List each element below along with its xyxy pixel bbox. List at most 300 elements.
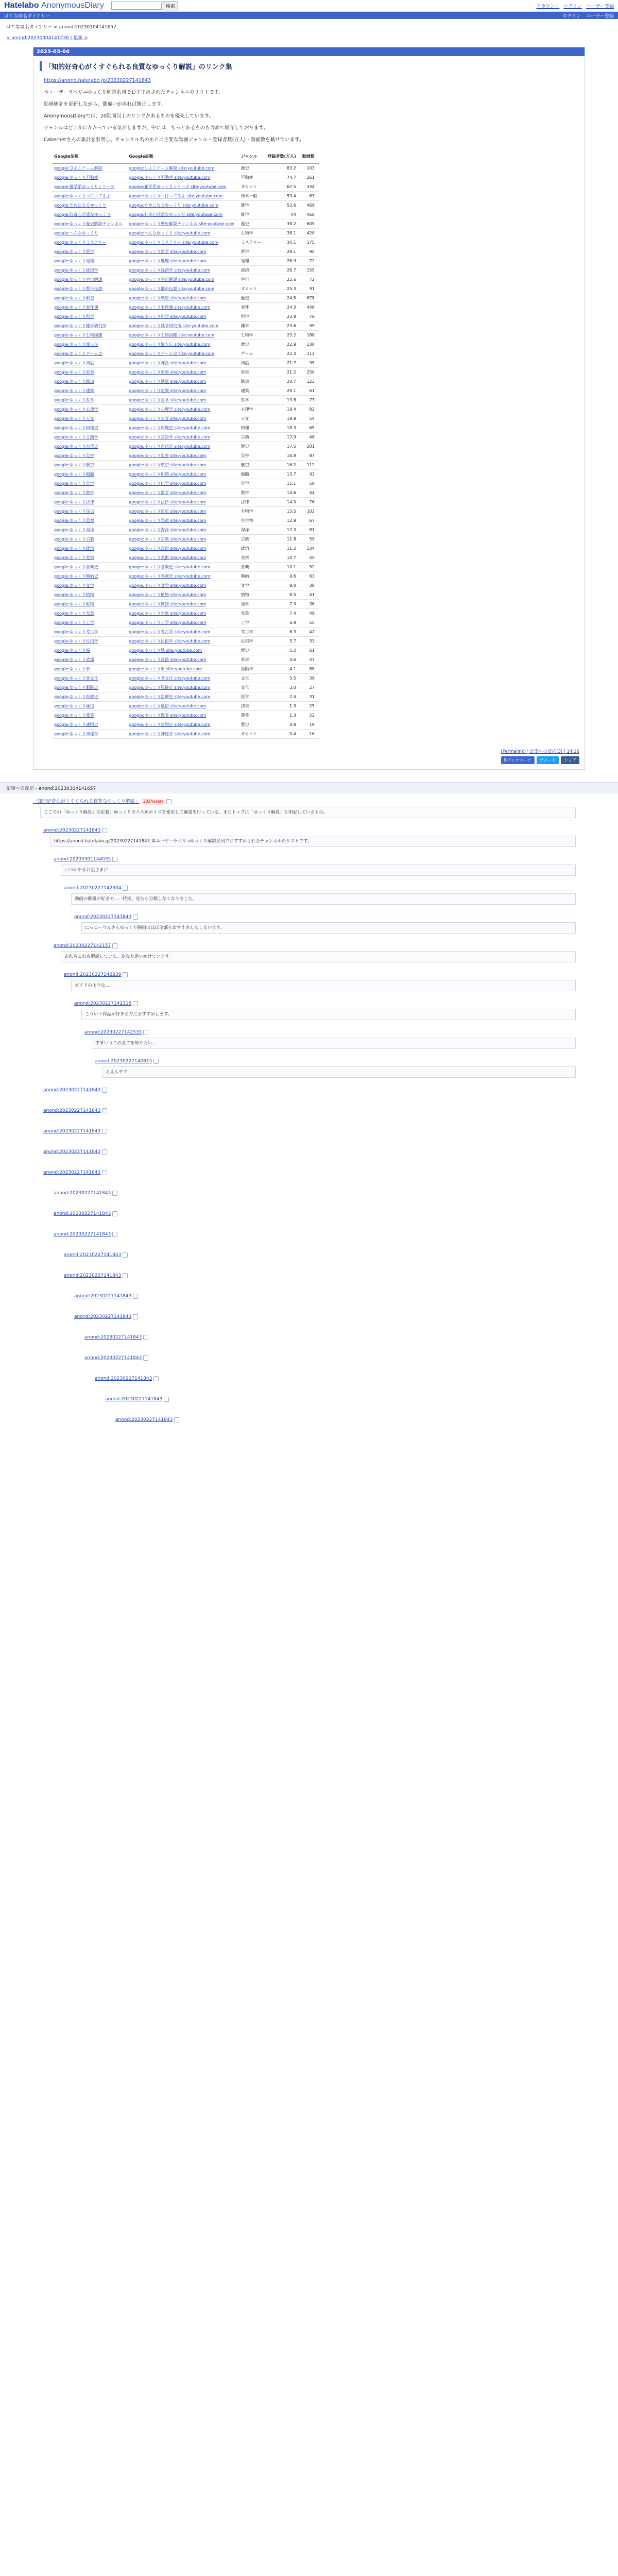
reply-link[interactable]: anond:20230227141843	[95, 1376, 152, 1381]
search-link-text[interactable]: google:ゆっくりミステリー site:youtube.com	[129, 240, 219, 245]
search-link[interactable]	[127, 173, 238, 182]
channel-link-text[interactable]: google:ゆっくり法律	[54, 500, 94, 504]
subbar-login-link[interactable]: ログイン	[562, 13, 581, 19]
channel-link-text[interactable]: google:ゆっくり哲学	[54, 398, 94, 402]
search-link-text[interactable]: google:ためになるゆっくり site:youtube.com	[129, 203, 219, 208]
search-link[interactable]	[127, 498, 238, 507]
channel-link[interactable]	[52, 312, 127, 321]
channel-link-text[interactable]: google:ゆっくり植物	[54, 592, 94, 597]
search-link-text[interactable]: google:ゆっくり航空 site:youtube.com	[129, 463, 207, 467]
reply-link[interactable]: anond:20230227142535	[84, 1030, 142, 1035]
search-link-text[interactable]: google:ゆっくり植物 site:youtube.com	[129, 592, 207, 597]
channel-link[interactable]	[52, 544, 127, 553]
channel-link-text[interactable]: google:ゆっくり気象	[54, 611, 94, 616]
channel-link[interactable]	[52, 581, 127, 590]
channel-link[interactable]	[52, 219, 127, 229]
search-link-text[interactable]: google:ゆっくり偉人伝 site:youtube.com	[129, 342, 211, 347]
reply-link[interactable]: anond:20230227141843	[43, 1108, 101, 1113]
channel-link[interactable]	[52, 692, 127, 702]
search-link[interactable]	[127, 646, 238, 655]
channel-link[interactable]	[52, 238, 127, 247]
channel-link[interactable]	[52, 451, 127, 461]
search-link-text[interactable]: google:ゆっくり昆虫 site:youtube.com	[129, 509, 207, 514]
search-link-text[interactable]: google:ゆっくり文学 site:youtube.com	[129, 583, 207, 588]
channel-link[interactable]	[52, 628, 127, 637]
search-link[interactable]	[127, 590, 238, 600]
channel-link-text[interactable]: google:ゆっくり映画史	[54, 574, 98, 579]
search-link[interactable]	[127, 340, 238, 349]
search-link-text[interactable]: google:ゆっくり通信 site:youtube.com	[129, 704, 207, 708]
reply-link[interactable]: anond:20230227141843	[84, 1355, 142, 1361]
channel-link[interactable]	[52, 349, 127, 359]
prev-next-links[interactable]: < anond:20230304141236 | 最新 >	[6, 36, 88, 41]
channel-link-text[interactable]: google:ゆっくり建国史	[54, 722, 98, 727]
channel-link-text[interactable]: google:ゆっくり医学	[54, 249, 94, 254]
search-link[interactable]	[127, 683, 238, 692]
search-link[interactable]	[127, 405, 238, 414]
channel-link[interactable]	[52, 572, 127, 581]
channel-link[interactable]	[52, 331, 127, 340]
channel-link[interactable]	[52, 674, 127, 683]
site-logo[interactable]: Hatelabo AnonymousDiary	[4, 1, 104, 10]
channel-link-text[interactable]: google:ゆっくり事件簿	[54, 305, 98, 310]
videos-cell: 52	[300, 563, 319, 572]
channel-link[interactable]	[52, 461, 127, 470]
search-link[interactable]	[127, 507, 238, 516]
channel-link[interactable]	[52, 526, 127, 535]
search-link-text[interactable]: google:ゆっくり鉄道 site:youtube.com	[129, 379, 207, 384]
channel-link[interactable]	[52, 192, 127, 201]
search-link-text[interactable]: google:好奇心旺盛なゆっくり site:youtube.com	[129, 212, 223, 217]
channel-link-text[interactable]: google:へんなゆっくり	[54, 231, 98, 235]
channel-link[interactable]	[52, 711, 127, 720]
search-link-text[interactable]: google:ゆっくり神秘学 site:youtube.com	[129, 732, 211, 736]
search-link[interactable]	[127, 303, 238, 312]
search-link[interactable]	[127, 526, 238, 535]
search-link-text[interactable]: google:ゆっくり軍事 site:youtube.com	[129, 370, 207, 375]
reply-link[interactable]: anond:20230227142157	[54, 943, 111, 948]
search-link[interactable]	[127, 628, 238, 637]
channel-link-text[interactable]: google:ゆっくり古代史	[54, 444, 98, 449]
reply-node	[64, 972, 128, 978]
channel-link[interactable]	[52, 303, 127, 312]
search-link-text[interactable]: google:ゆっくり工学 site:youtube.com	[129, 620, 207, 625]
search-link[interactable]	[127, 702, 238, 711]
channel-link-text[interactable]: google:ゆっくり船舶	[54, 472, 94, 477]
channel-link-text[interactable]: google:ひよこゲーム解説	[54, 166, 102, 171]
search-link[interactable]	[127, 674, 238, 683]
search-link[interactable]	[127, 609, 238, 618]
channel-link[interactable]	[52, 720, 127, 730]
reply-link[interactable]: anond:20230227141843	[43, 1129, 101, 1134]
channel-link-text[interactable]: google:ゆっくり偉人伝	[54, 342, 98, 347]
reply-icon	[102, 1108, 107, 1113]
channel-link[interactable]	[52, 730, 127, 739]
channel-link[interactable]	[52, 247, 127, 257]
channel-link[interactable]	[52, 590, 127, 600]
entry-source-link[interactable]: https://anond.hatelabo.jp/20230227141843	[44, 78, 151, 83]
channel-link[interactable]	[52, 173, 127, 182]
search-link[interactable]	[127, 164, 238, 173]
search-link[interactable]	[127, 266, 238, 275]
channel-link[interactable]	[52, 275, 127, 284]
channel-link[interactable]	[52, 637, 127, 646]
search-link-text[interactable]: google:ゆっくり神話 site:youtube.com	[129, 361, 207, 365]
search-link-text[interactable]: google:ゆっくり哲学 site:youtube.com	[129, 398, 207, 402]
channel-link-text[interactable]: google:ゆっくり建築	[54, 388, 94, 393]
search-link-text[interactable]: google:ゆっくり料理史 site:youtube.com	[129, 426, 211, 430]
channel-link-text[interactable]: google:ゆっくり不動産	[54, 175, 98, 180]
channel-link-text[interactable]: google:ゆっくり経済学	[54, 268, 98, 273]
channel-link[interactable]	[52, 340, 127, 349]
channel-link[interactable]	[52, 377, 127, 386]
reply-link[interactable]: anond:20230227142318	[74, 1001, 132, 1006]
channel-link-text[interactable]: google:ゆっくり宗教	[54, 537, 94, 541]
channel-link-text[interactable]: google:ゆっくり美術	[54, 555, 94, 560]
search-input[interactable]	[111, 2, 162, 10]
search-link[interactable]	[127, 655, 238, 665]
channel-link[interactable]	[52, 359, 127, 368]
channel-link-text[interactable]: google:ゆっくり軍事	[54, 370, 94, 375]
search-link[interactable]	[127, 516, 238, 526]
search-link-text[interactable]: google:ゆっくり戦史 site:youtube.com	[129, 296, 207, 300]
channel-link[interactable]	[52, 609, 127, 618]
channel-link-text[interactable]: google:ゆっくり天文	[54, 416, 94, 421]
channel-link[interactable]	[52, 618, 127, 628]
search-link[interactable]	[127, 581, 238, 590]
register-link[interactable]: ユーザー登録	[586, 4, 614, 9]
reply-link[interactable]: anond:20230227142239	[64, 972, 122, 977]
search-link[interactable]	[127, 201, 238, 210]
search-link[interactable]	[127, 238, 238, 247]
anond-home-link[interactable]: はてな匿名ダイアリー	[4, 13, 50, 19]
search-link-text[interactable]: google:ゆっくり農業 site:youtube.com	[129, 713, 207, 718]
search-link-text[interactable]: google:ゆっくり古代史 site:youtube.com	[129, 444, 211, 449]
search-link[interactable]	[127, 423, 238, 433]
channel-link-text[interactable]: google:ゆっくり政治	[54, 546, 94, 551]
search-link[interactable]	[127, 600, 238, 609]
channel-link-text[interactable]: google:ゆっくりゲーム史	[54, 351, 102, 356]
reply-link[interactable]: anond:20230301144035	[54, 857, 111, 862]
channel-link-text[interactable]: google:ゆっくりへ行ってるよ	[54, 194, 111, 198]
search-link-text[interactable]: google:ゆっくり映画史 site:youtube.com	[129, 574, 211, 579]
search-link[interactable]	[127, 210, 238, 219]
reply-link[interactable]: anond:20230227141843	[43, 828, 101, 833]
search-link-text[interactable]: google:ゆっくり民俗学 site:youtube.com	[129, 639, 211, 643]
search-link[interactable]	[127, 359, 238, 368]
search-link-text[interactable]: google:へんなゆっくり site:youtube.com	[129, 231, 211, 235]
channel-link[interactable]	[52, 164, 127, 173]
search-link[interactable]	[127, 331, 238, 340]
subscribers-cell: 12.3	[266, 526, 300, 535]
search-link[interactable]	[127, 461, 238, 470]
channel-link-text[interactable]: google:好奇心旺盛なゆっくり	[54, 212, 111, 217]
reply-link[interactable]: anond:20230227141843	[74, 1294, 132, 1299]
search-link[interactable]	[127, 451, 238, 461]
channel-link-text[interactable]: google:ゆっくり都市伝説	[54, 286, 102, 291]
channel-link-text[interactable]: google:ゆっくり料理史	[54, 426, 98, 430]
channel-link-text[interactable]: google:ゆっくり神秘学	[54, 732, 98, 736]
channel-link[interactable]	[52, 563, 127, 572]
search-link-text[interactable]: google:ゆっくり服飾史 site:youtube.com	[129, 685, 211, 690]
search-link-text[interactable]: google:ゆっくり船舶 site:youtube.com	[129, 472, 207, 477]
search-link-text[interactable]: google:ゆっくり考古学 site:youtube.com	[129, 630, 211, 634]
channel-link[interactable]	[52, 507, 127, 516]
search-button[interactable]: 検索	[163, 2, 178, 10]
search-link[interactable]	[127, 692, 238, 702]
search-link[interactable]	[127, 470, 238, 479]
channel-link-text[interactable]: google:ゆっくり科学	[54, 314, 94, 319]
channel-link-text[interactable]: google:ゆっくり航空	[54, 463, 94, 467]
search-link[interactable]	[127, 247, 238, 257]
users-badge[interactable]: 2024users	[142, 799, 165, 805]
bookmark-button[interactable]: Bブックマーク	[501, 756, 535, 764]
reply-link[interactable]: anond:20230227142615	[95, 1059, 152, 1064]
reply-link[interactable]: anond:20230227141843	[74, 914, 132, 920]
channel-link[interactable]	[52, 470, 127, 479]
channel-link[interactable]	[52, 284, 127, 294]
channel-link[interactable]	[52, 414, 127, 423]
search-link-text[interactable]: google:ゆっくりゲーム史 site:youtube.com	[129, 351, 215, 356]
channel-link[interactable]	[52, 423, 127, 433]
search-link-text[interactable]: google:ゆっくり恐竜 site:youtube.com	[129, 518, 207, 523]
channel-link-text[interactable]: google:ゆっくり言語学	[54, 435, 98, 439]
search-link[interactable]	[127, 257, 238, 266]
channel-link-text[interactable]: google:ゆっくり数学	[54, 490, 94, 495]
search-link-text[interactable]: google:ゆっくり雑学研究所 site:youtube.com	[129, 324, 219, 328]
search-link-text[interactable]: google:ゆっくり医学 site:youtube.com	[129, 249, 207, 254]
channel-link[interactable]	[52, 182, 127, 192]
channel-link[interactable]	[52, 702, 127, 711]
reply-icon	[112, 1232, 117, 1237]
search-link-text[interactable]: google:ゆっくり鉱物 site:youtube.com	[129, 602, 207, 606]
search-link-text[interactable]: google:ゆっくり地理 site:youtube.com	[129, 259, 207, 263]
search-link[interactable]	[127, 730, 238, 739]
search-link-text[interactable]: google:ゆっくり心理学 site:youtube.com	[129, 407, 211, 412]
search-link-text[interactable]: google:ゆっくり宗教 site:youtube.com	[129, 537, 207, 541]
channel-link-text[interactable]: google:ゆっくり鉄道	[54, 379, 94, 384]
tweet-button[interactable]: ツイート	[537, 756, 559, 764]
search-link[interactable]	[127, 572, 238, 581]
search-link-text[interactable]: google:ゆっくりへ行ってるよ site:youtube.com	[129, 194, 223, 198]
search-link[interactable]	[127, 553, 238, 563]
search-link-text[interactable]: google:ゆっくり事件簿 site:youtube.com	[129, 305, 211, 310]
reply-link[interactable]: anond:20230227141843	[43, 1088, 101, 1093]
reply-link[interactable]: anond:20230227141843	[54, 1232, 111, 1237]
reply-link[interactable]: anond:20230227141843	[115, 1417, 173, 1422]
channel-link-text[interactable]: google:ゆっくり神話	[54, 361, 94, 365]
channel-link[interactable]	[52, 488, 127, 498]
channel-link-text[interactable]: google:ゆっくりミステリー	[54, 240, 107, 245]
channel-link[interactable]	[52, 405, 127, 414]
search-link-text[interactable]: google:ゆっくり城 site:youtube.com	[129, 648, 202, 653]
channel-link[interactable]	[52, 257, 127, 266]
search-link[interactable]	[127, 294, 238, 303]
search-link-text[interactable]: google:ゆっくり音楽史 site:youtube.com	[129, 565, 211, 569]
channel-link-text[interactable]: google:ゆっくり鉱物	[54, 602, 94, 606]
channel-link[interactable]	[52, 516, 127, 526]
search-link[interactable]	[127, 479, 238, 488]
search-link-text[interactable]: google:ひよこゲーム解説 site:youtube.com	[129, 166, 215, 171]
search-link-text[interactable]: google:雑学系ゆっくりシリーズ site:youtube.com	[129, 184, 227, 189]
search-link[interactable]	[127, 229, 238, 238]
table-row	[52, 331, 319, 340]
search-link[interactable]	[127, 349, 238, 359]
search-link-text[interactable]: google:ゆっくり武器 site:youtube.com	[129, 657, 207, 662]
search-link[interactable]	[127, 219, 238, 229]
channel-link[interactable]	[52, 683, 127, 692]
search-link-text[interactable]: google:ゆっくり災害 site:youtube.com	[129, 453, 207, 458]
channel-link-text[interactable]: google:ゆっくり心理学	[54, 407, 98, 412]
channel-link-text[interactable]: google:ゆっくり戦史	[54, 296, 94, 300]
search-link-text[interactable]: google:ゆっくり建築 site:youtube.com	[129, 388, 207, 393]
channel-link[interactable]	[52, 442, 127, 451]
search-link[interactable]	[127, 414, 238, 423]
search-link[interactable]	[127, 720, 238, 730]
login-link[interactable]: ログイン	[563, 4, 582, 9]
search-link-text[interactable]: google:ゆっくり天文 site:youtube.com	[129, 416, 207, 421]
search-link[interactable]	[127, 321, 238, 331]
search-link[interactable]	[127, 665, 238, 674]
channel-link-text[interactable]: google:ゆっくり服飾史	[54, 685, 98, 690]
channel-link-text[interactable]: google:ゆっくり医療史	[54, 694, 98, 699]
search-link-text[interactable]: google:ゆっくり不動産 site:youtube.com	[129, 175, 211, 180]
channel-link-text[interactable]: google:雑学系ゆっくりシリーズ	[54, 184, 115, 189]
channel-link-text[interactable]: google:ゆっくり災害	[54, 453, 94, 458]
search-link-text[interactable]: google:ゆっくり車 site:youtube.com	[129, 667, 202, 671]
reply-link[interactable]: anond:20230227141843	[43, 1149, 101, 1155]
channel-link-text[interactable]: google:ゆっくり地理	[54, 259, 94, 263]
entry-title[interactable]: 「知的好奇心がくすぐられる良質なゆっくり解説」のリンク集	[40, 61, 579, 71]
channel-link-text[interactable]: google:ゆっくり音楽史	[54, 565, 98, 569]
channel-link-text[interactable]: google:ゆっくり工学	[54, 620, 94, 625]
channel-link[interactable]	[52, 210, 127, 219]
search-link-text[interactable]: google:ゆっくり生物図鑑 site:youtube.com	[129, 333, 215, 337]
account-link[interactable]: アカウント	[536, 4, 560, 9]
reply-link[interactable]: anond:20230227142304	[64, 886, 122, 891]
search-link[interactable]	[127, 563, 238, 572]
search-link-text[interactable]: google:ゆっくり建国史 site:youtube.com	[129, 722, 211, 727]
reply-link[interactable]: anond:20230227141843	[84, 1335, 142, 1340]
channel-link[interactable]	[52, 665, 127, 674]
channel-link[interactable]	[52, 600, 127, 609]
reply-icon	[102, 828, 107, 833]
search-link-text[interactable]: google:ゆっくり宇宙解説 site:youtube.com	[129, 277, 215, 282]
channel-link-text[interactable]: google:ゆっくり農業	[54, 713, 94, 718]
channel-link[interactable]	[52, 433, 127, 442]
reply-link[interactable]: 「知的好奇心がくすぐられる良質なゆっくり解説」	[33, 799, 140, 804]
channel-link-text[interactable]: google:ためになるゆっくり	[54, 203, 107, 208]
search-link[interactable]	[127, 368, 238, 377]
search-link-text[interactable]: google:ゆっくり海洋 site:youtube.com	[129, 528, 207, 532]
search-link[interactable]	[127, 637, 238, 646]
search-link[interactable]	[127, 377, 238, 386]
channel-link-text[interactable]: google:ゆっくり通信	[54, 704, 94, 708]
search-link-text[interactable]: google:ゆっくり数学 site:youtube.com	[129, 490, 207, 495]
search-link-text[interactable]: google:ゆっくり歴史解説チャンネル site:youtube.com	[129, 222, 235, 226]
channel-link-text[interactable]: google:ゆっくり武器	[54, 657, 94, 662]
search-link-text[interactable]: google:ゆっくり食文化 site:youtube.com	[129, 676, 211, 681]
channel-link-text[interactable]: google:ゆっくり生物図鑑	[54, 333, 102, 337]
channel-link[interactable]	[52, 229, 127, 238]
facebook-share-button[interactable]: シェア	[561, 756, 579, 764]
channel-link-text[interactable]: google:ゆっくり歴史解説チャンネル	[54, 222, 123, 226]
channel-link[interactable]	[52, 201, 127, 210]
search-link-text[interactable]: google:ゆっくり科学 site:youtube.com	[129, 314, 207, 319]
search-link[interactable]	[127, 488, 238, 498]
channel-link-text[interactable]: google:ゆっくり車	[54, 667, 90, 671]
channel-link[interactable]	[52, 266, 127, 275]
channel-link-text[interactable]: google:ゆっくり城	[54, 648, 90, 653]
channel-link[interactable]	[52, 321, 127, 331]
search-link-text[interactable]: google:ゆっくり気象 site:youtube.com	[129, 611, 207, 616]
reply-link[interactable]: anond:20230227141843	[64, 1252, 122, 1258]
channel-link[interactable]	[52, 553, 127, 563]
reply-link[interactable]: anond:20230227141843	[43, 1170, 101, 1175]
search-link[interactable]	[127, 442, 238, 451]
channel-link[interactable]	[52, 294, 127, 303]
channel-link-text[interactable]: google:ゆっくり昆虫	[54, 509, 94, 514]
channel-link[interactable]	[52, 386, 127, 396]
channel-link[interactable]	[52, 368, 127, 377]
search-link-text[interactable]: google:ゆっくり美術 site:youtube.com	[129, 555, 207, 560]
channel-link-text[interactable]: google:ゆっくり恐竜	[54, 518, 94, 523]
channel-link-text[interactable]: google:ゆっくり民俗学	[54, 639, 98, 643]
search-link-text[interactable]: google:ゆっくり言語学 site:youtube.com	[129, 435, 211, 439]
channel-link[interactable]	[52, 498, 127, 507]
search-link[interactable]	[127, 192, 238, 201]
search-link[interactable]	[127, 386, 238, 396]
channel-link-text[interactable]: google:ゆっくり食文化	[54, 676, 98, 681]
channel-link-text[interactable]: google:ゆっくり化学	[54, 481, 94, 486]
channel-link-text[interactable]: google:ゆっくり海洋	[54, 528, 94, 532]
search-link-text[interactable]: google:ゆっくり経済学 site:youtube.com	[129, 268, 211, 273]
search-link[interactable]	[127, 396, 238, 405]
channel-link-text[interactable]: google:ゆっくり宇宙解説	[54, 277, 102, 282]
reply-link[interactable]: anond:20230227141843	[105, 1397, 163, 1402]
search-link[interactable]	[127, 284, 238, 294]
search-link[interactable]	[127, 618, 238, 628]
reply-link[interactable]: anond:20230227141843	[74, 1314, 132, 1319]
search-link-text[interactable]: google:ゆっくり化学 site:youtube.com	[129, 481, 207, 486]
channel-link[interactable]	[52, 646, 127, 655]
search-link[interactable]	[127, 544, 238, 553]
channel-link-text[interactable]: google:ゆっくり雑学研究所	[54, 324, 107, 328]
search-link[interactable]	[127, 535, 238, 544]
channel-link[interactable]	[52, 396, 127, 405]
entry-footer-links[interactable]: (Permalink) | 記事への反応(3) | 14:16	[501, 749, 579, 754]
search-link[interactable]	[127, 182, 238, 192]
subbar-register-link[interactable]: ユーザー登録	[586, 13, 614, 19]
channel-link-text[interactable]: google:ゆっくり文学	[54, 583, 94, 588]
search-link[interactable]	[127, 433, 238, 442]
search-link-text[interactable]: google:ゆっくり政治 site:youtube.com	[129, 546, 207, 551]
search-link-text[interactable]: google:ゆっくり医療史 site:youtube.com	[129, 694, 211, 699]
search-link-text[interactable]: google:ゆっくり法律 site:youtube.com	[129, 500, 207, 504]
search-link-text[interactable]: google:ゆっくり都市伝説 site:youtube.com	[129, 286, 215, 291]
channel-link-text[interactable]: google:ゆっくり考古学	[54, 630, 98, 634]
reply-link[interactable]: anond:20230227141843	[54, 1211, 111, 1216]
search-link[interactable]	[127, 312, 238, 321]
channel-link[interactable]	[52, 655, 127, 665]
search-link[interactable]	[127, 711, 238, 720]
channel-link[interactable]	[52, 535, 127, 544]
reply-link[interactable]: anond:20230227141843	[54, 1191, 111, 1196]
videos-cell: 130	[300, 340, 319, 349]
reply-link[interactable]: anond:20230227141843	[64, 1273, 122, 1278]
channel-link[interactable]	[52, 479, 127, 488]
search-link[interactable]	[127, 275, 238, 284]
